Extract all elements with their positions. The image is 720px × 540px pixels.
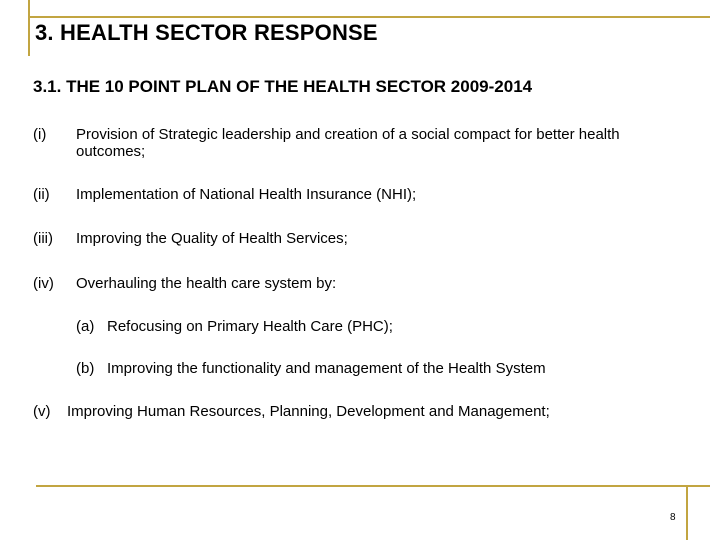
slide-title: 3. HEALTH SECTOR RESPONSE bbox=[35, 20, 378, 45]
item-number: (v) bbox=[33, 403, 51, 420]
item-number: (iv) bbox=[33, 275, 54, 292]
item-number: (i) bbox=[33, 126, 47, 143]
bottom-decorative-rule bbox=[36, 485, 710, 487]
top-left-vertical-rule bbox=[28, 0, 30, 56]
item-number: (b) bbox=[76, 360, 95, 377]
item-text: Provision of Strategic leadership and creation of a social compact for better health outcomes; bbox=[76, 126, 620, 160]
item-number: (ii) bbox=[33, 186, 50, 203]
page-number: 8 bbox=[670, 512, 676, 523]
item-text: Improving Human Resources, Planning, Development and Management; bbox=[67, 403, 550, 420]
bottom-right-vertical-rule bbox=[686, 486, 688, 540]
item-text: Implementation of National Health Insurance (NHI); bbox=[76, 186, 417, 203]
item-text: Improving the functionality and management of the Health System bbox=[107, 360, 546, 377]
top-decorative-rule bbox=[28, 16, 710, 18]
item-text: Refocusing on Primary Health Care (PHC); bbox=[107, 318, 393, 335]
item-number: (a) bbox=[76, 318, 95, 335]
item-text: Overhauling the health care system by: bbox=[76, 275, 337, 292]
slide-subtitle: 3.1. THE 10 POINT PLAN OF THE HEALTH SECTOR 2009-2014 bbox=[33, 77, 533, 96]
item-text: Improving the Quality of Health Services; bbox=[76, 230, 348, 247]
item-number: (iii) bbox=[33, 230, 53, 247]
